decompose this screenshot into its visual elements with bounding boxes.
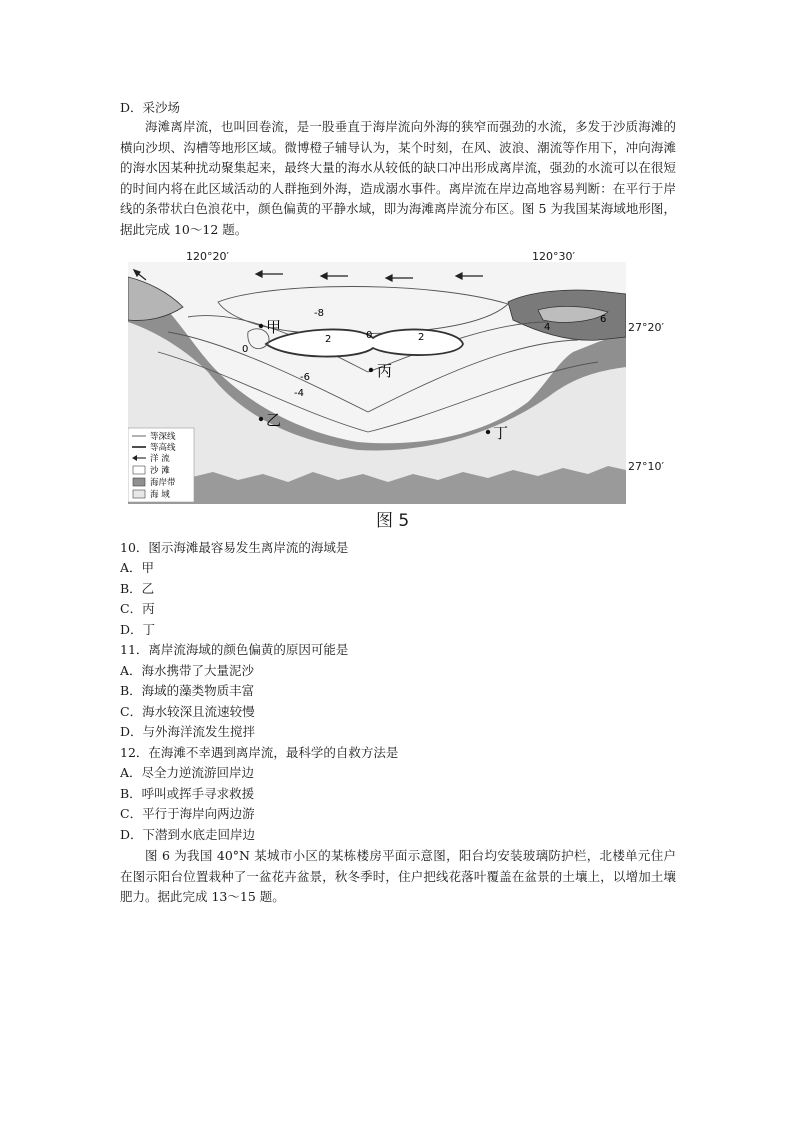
question-10-option-d: D．丁 <box>120 622 156 637</box>
question-10-option-a: A．甲 <box>120 560 155 575</box>
question-11-option-a: A．海水携带了大量泥沙 <box>120 663 255 678</box>
question-11-option-d: D．与外海洋流发生搅拌 <box>120 724 256 739</box>
legend-current: 洋 流 <box>150 454 170 464</box>
figure-5-map <box>128 262 626 504</box>
place-bing: 丙 <box>377 362 393 380</box>
legend-isobath: 等深线 <box>150 432 176 442</box>
lat-label-bottom: 27°10′ <box>628 460 664 473</box>
question-12-option-b: B．呼叫或挥手寻求救援 <box>120 786 255 801</box>
intro-paragraph: 海滩离岸流，也叫回卷流，是一股垂直于海岸流向外海的狭窄而强劲的水流，多发于沙质海滩的横向沙坝、沟槽等地形区域。微博橙子辅导认为，某个时刻，在风、波浪、潮流等作用下，冲向海滩的海水因某种扰动聚集起来，最终大量的海水从较低的缺口冲出形成离岸流，强劲的水流可以在很短的时间内将在此区域活动的人群拖到外海，造成溺水事件。离岸流在岸边高地容易判断：在平行于岸线的条带状白色浪花中，颜色偏黄的平静水域，即为海滩离岸流分布区。图 5 为我国某海域地形图，据此完成 10～12 题。 <box>120 119 676 237</box>
option-d-top: D．采沙场 <box>120 100 181 115</box>
question-10-option-b: B．乙 <box>120 581 155 596</box>
map-legend <box>128 428 194 502</box>
place-jia: 甲 <box>266 318 282 336</box>
question-12-option-a: A．尽全力逆流游回岸边 <box>120 765 255 780</box>
outro-paragraph: 图 6 为我国 40°N 某城市小区的某栋楼房平面示意图，阳台均安装玻璃防护栏，北楼单元住户在图示阳台位置栽种了一盆花卉盆景，秋冬季时，住户把线花落叶覆盖在盆景的土壤上，以增加土壤肥力。据此完成 13～15 题。 <box>120 848 676 904</box>
contour-label: 6 <box>600 314 607 325</box>
contour-label: 4 <box>544 322 551 333</box>
contour-label: 0 <box>366 330 373 341</box>
legend-sea: 海 域 <box>150 490 170 500</box>
question-12-stem: 12．在海滩不幸遇到离岸流，最科学的自救方法是 <box>120 745 399 760</box>
contour-label: -8 <box>314 308 324 319</box>
question-11-option-b: B．海域的藻类物质丰富 <box>120 683 255 698</box>
question-10-option-c: C．丙 <box>120 601 155 616</box>
legend-coast: 海岸带 <box>150 478 176 488</box>
legend-beach: 沙 滩 <box>150 466 170 476</box>
question-11-stem: 11．离岸流海域的颜色偏黄的原因可能是 <box>120 642 349 657</box>
question-11-option-c: C．海水较深且流速较慢 <box>120 704 255 719</box>
contour-label: 2 <box>418 332 425 343</box>
contour-label: -4 <box>294 388 304 399</box>
place-yi: 乙 <box>266 411 282 429</box>
figure-caption: 图 5 <box>376 511 410 531</box>
place-ding: 丁 <box>493 424 509 442</box>
lon-label-left: 120°20′ <box>186 250 229 263</box>
lat-label-top: 27°20′ <box>628 321 664 334</box>
contour-label: -6 <box>300 372 310 383</box>
question-10-stem: 10．图示海滩最容易发生离岸流的海域是 <box>120 540 349 555</box>
question-12-option-d: D．下潜到水底走回岸边 <box>120 827 256 842</box>
question-12-option-c: C．平行于海岸向两边游 <box>120 806 255 821</box>
lon-label-right: 120°30′ <box>532 250 575 263</box>
contour-label: 0 <box>242 344 249 355</box>
legend-contour: 等高线 <box>150 443 176 453</box>
contour-label: 2 <box>325 334 332 345</box>
